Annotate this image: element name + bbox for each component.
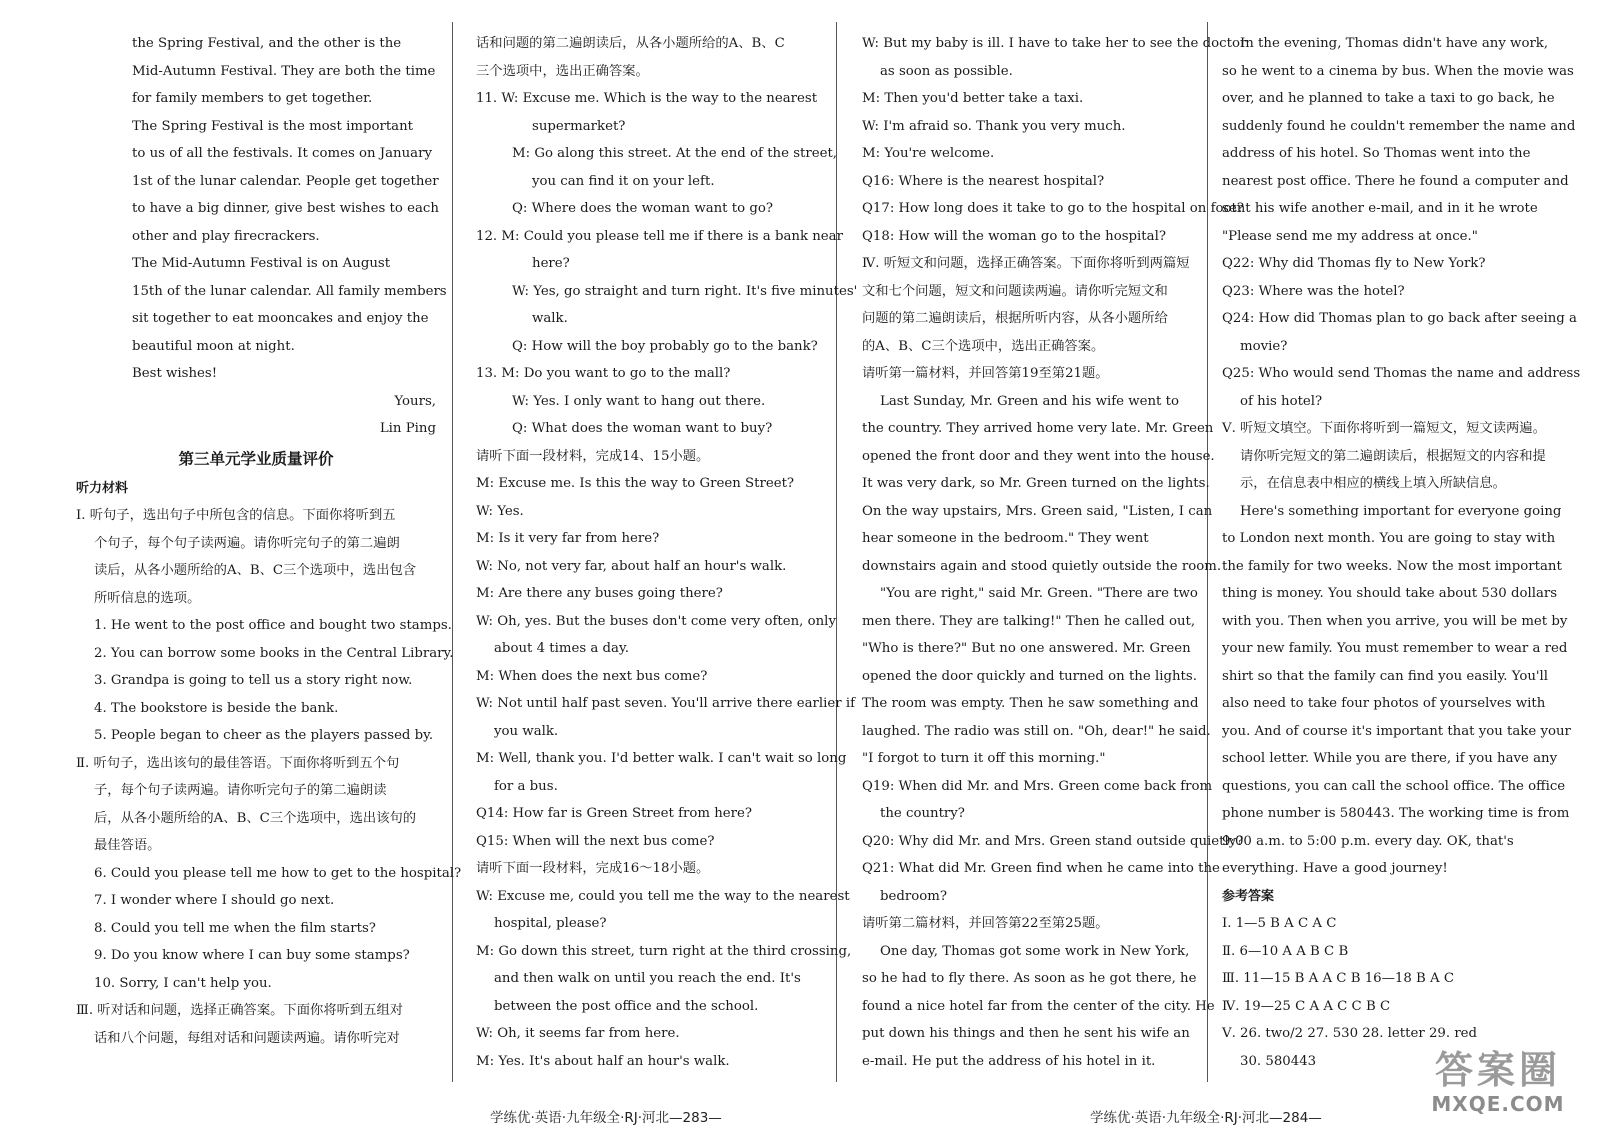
text-line: M: Go down this street, turn right at the third crossing, <box>476 943 852 959</box>
text-line: M: Well, thank you. I'd better walk. I can't wait so long <box>476 751 847 766</box>
text-line: 所听信息的选项。 <box>94 590 201 606</box>
text-line: 5. People began to cheer as the players passed by. <box>94 728 434 743</box>
column-divider-1 <box>452 22 453 1082</box>
text-line: sent his wife another e-mail, and in it he wrote <box>1222 201 1538 216</box>
text-line: 参考答案 <box>1222 888 1275 904</box>
page-footer-left: 学练优·英语·九年级全·RJ·河北—283— <box>490 1110 722 1126</box>
text-line: about 4 times a day. <box>494 641 629 656</box>
text-line: of his hotel? <box>1240 393 1323 409</box>
text-line: Q16: Where is the nearest hospital? <box>862 173 1105 189</box>
text-line: Ⅱ. 6—10 A A B C B <box>1222 943 1349 959</box>
text-line: walk. <box>532 311 568 326</box>
text-line: Q20: Why did Mr. and Mrs. Green stand outside quietly? <box>862 833 1244 849</box>
text-line: 的A、B、C三个选项中，选出正确答案。 <box>862 338 1105 354</box>
text-line: Q: What does the woman want to buy? <box>512 421 773 436</box>
text-column-2 <box>476 30 858 1075</box>
text-line: 30. 580443 <box>1240 1053 1317 1069</box>
text-line: Ⅰ. 1—5 B A C A C <box>1222 916 1337 931</box>
text-line: Q22: Why did Thomas fly to New York? <box>1222 256 1486 271</box>
text-line: also need to take four photos of yourselves with <box>1222 696 1546 711</box>
text-line: other and play firecrackers. <box>132 228 320 244</box>
text-line: to London next month. You are going to stay with <box>1222 531 1556 546</box>
text-line: the country? <box>880 806 965 821</box>
text-column-4 <box>1222 30 1584 1075</box>
text-line: Best wishes! <box>132 366 218 381</box>
text-line: suddenly found he couldn't remember the name and <box>1222 118 1576 134</box>
text-line: 13. M: Do you want to go to the mall? <box>476 366 731 381</box>
text-line: The Spring Festival is the most important <box>132 118 413 134</box>
text-line: 2. You can borrow some books in the Central Library. <box>94 645 454 661</box>
text-line: Yours, <box>394 393 436 409</box>
text-line: Q23: Where was the hotel? <box>1222 283 1405 299</box>
watermark-logo <box>1418 1048 1578 1126</box>
text-line: and then walk on until you reach the end. It's <box>494 971 801 986</box>
text-line: you walk. <box>494 723 559 739</box>
text-line: opened the front door and they went into the house. <box>862 448 1215 464</box>
watermark-url: MXQE.COM <box>1431 1092 1565 1116</box>
text-line: nearest post office. There he found a computer and <box>1222 173 1569 189</box>
text-line: The room was empty. Then he saw something and <box>862 696 1199 711</box>
text-line: supermarket? <box>532 118 626 134</box>
text-line: so he had to fly there. As soon as he got there, he <box>862 971 1197 986</box>
text-line: W: Not until half past seven. You'll arrive there earlier if <box>476 696 856 711</box>
text-line: 请听第二篇材料，并回答第22至第25题。 <box>862 916 1109 931</box>
text-line: everything. Have a good journey! <box>1222 861 1448 876</box>
text-line: M: Are there any buses going there? <box>476 586 723 601</box>
text-line: W: Oh, yes. But the buses don't come very often, only <box>476 613 836 629</box>
text-line: 请听下面一段材料，完成16～18小题。 <box>476 861 710 876</box>
text-line: 3. Grandpa is going to tell us a story right now. <box>94 673 413 688</box>
text-line: M: Go along this street. At the end of the street, <box>512 146 838 161</box>
text-line: Q15: When will the next bus come? <box>476 833 715 849</box>
text-line: thing is money. You should take about 530 dollars <box>1222 586 1558 601</box>
text-line: Ⅲ. 11—15 B A A C B 16—18 B A C <box>1222 971 1455 986</box>
text-line: M: Then you'd better take a taxi. <box>862 91 1084 106</box>
text-line: "You are right," said Mr. Green. "There are two <box>880 586 1198 601</box>
text-line: 三个选项中，选出正确答案。 <box>476 63 649 79</box>
text-line: for a bus. <box>494 778 558 794</box>
text-line: phone number is 580443. The working time is from <box>1222 806 1570 821</box>
text-line: "Please send me my address at once." <box>1222 228 1478 244</box>
text-line: as soon as possible. <box>880 63 1013 79</box>
text-line: questions, you can call the school office. The office <box>1222 778 1566 794</box>
text-line: 问题的第二遍朗读后，根据所听内容，从各小题所给 <box>862 311 1168 326</box>
text-column-3 <box>862 30 1247 1075</box>
text-line: 请听下面一段材料，完成14、15小题。 <box>476 448 710 464</box>
text-line: e-mail. He put the address of his hotel in it. <box>862 1053 1156 1069</box>
text-line: to have a big dinner, give best wishes to each <box>132 201 439 216</box>
text-line: 4. The bookstore is beside the bank. <box>94 700 339 716</box>
text-line: between the post office and the school. <box>494 998 759 1014</box>
text-line: W: Excuse me, could you tell me the way to the nearest <box>476 888 850 904</box>
text-line: 话和问题的第二遍朗读后，从各小题所给的A、B、C <box>476 36 785 51</box>
column-divider-3 <box>1207 22 1208 1082</box>
text-line: 后，从各小题所给的A、B、C三个选项中，选出该句的 <box>94 810 417 826</box>
text-line: Q14: How far is Green Street from here? <box>476 806 753 821</box>
text-line: Ⅲ. 听对话和问题，选择正确答案。下面你将听到五组对 <box>76 1003 404 1018</box>
text-line: Ⅱ. 听句子，选出该句的最佳答语。下面你将听到五个句 <box>76 755 400 771</box>
text-line: to us of all the festivals. It comes on January <box>132 146 432 161</box>
text-line: In the evening, Thomas didn't have any work, <box>1240 36 1549 51</box>
text-line: so he went to a cinema by bus. When the movie was <box>1222 63 1574 79</box>
text-line: M: Yes. It's about half an hour's walk. <box>476 1053 730 1069</box>
text-line: W: But my baby is ill. I have to take her to see the doctor <box>862 36 1247 51</box>
text-line: 话和八个问题，每组对话和问题读两遍。请你听完对 <box>94 1030 400 1046</box>
text-line: W: Oh, it seems far from here. <box>476 1026 680 1041</box>
text-line: 最佳答语。 <box>94 838 161 853</box>
text-line: W: No, not very far, about half an hour's walk. <box>476 558 787 574</box>
text-line: It was very dark, so Mr. Green turned on the lights. <box>862 476 1210 491</box>
text-line: Q: Where does the woman want to go? <box>512 201 773 216</box>
text-line: 示，在信息表中相应的横线上填入所缺信息。 <box>1240 476 1506 491</box>
text-line: beautiful moon at night. <box>132 338 295 354</box>
text-line: Q18: How will the woman go to the hospital? <box>862 228 1166 244</box>
text-line: laughed. The radio was still on. "Oh, dear!" he said. <box>862 723 1211 739</box>
text-line: W: Yes. I only want to hang out there. <box>512 393 766 409</box>
text-line: Ⅴ. 26. two/2 27. 530 28. letter 29. red <box>1222 1026 1478 1041</box>
text-line: address of his hotel. So Thomas went into the <box>1222 146 1531 161</box>
text-line: 6. Could you please tell me how to get to the hospital? <box>94 865 462 881</box>
text-line: with you. Then when you arrive, you will be met by <box>1222 613 1568 629</box>
text-line: your new family. You must remember to wear a red <box>1222 641 1568 656</box>
text-line: 15th of the lunar calendar. All family members <box>132 283 447 299</box>
text-line: M: Is it very far from here? <box>476 531 660 546</box>
text-line: 9. Do you know where I can buy some stamps? <box>94 948 410 963</box>
text-line: 子，每个句子读两遍。请你听完句子的第二遍朗读 <box>94 783 387 798</box>
text-line: downstairs again and stood quietly outside the room. <box>862 558 1222 574</box>
text-line: Last Sunday, Mr. Green and his wife went to <box>880 393 1179 409</box>
text-line: Q: How will the boy probably go to the bank? <box>512 338 818 354</box>
text-line: Q24: How did Thomas plan to go back after seeing a <box>1222 311 1577 326</box>
text-line: 8. Could you tell me when the film starts? <box>94 920 376 936</box>
text-line: The Mid-Autumn Festival is on August <box>132 256 391 271</box>
text-line: W: Yes, go straight and turn right. It's five minutes' <box>512 283 858 299</box>
text-line: Mid-Autumn Festival. They are both the time <box>132 63 436 79</box>
text-line: M: You're welcome. <box>862 146 995 161</box>
text-line: bedroom? <box>880 888 947 904</box>
text-line: the Spring Festival, and the other is the <box>132 36 402 51</box>
text-line: 文和七个问题，短文和问题读两遍。请你听完短文和 <box>862 283 1168 299</box>
text-line: M: When does the next bus come? <box>476 668 708 684</box>
text-line: Lin Ping <box>379 421 436 436</box>
text-line: W: I'm afraid so. Thank you very much. <box>862 118 1126 134</box>
text-line: opened the door quickly and turned on the lights. <box>862 668 1197 684</box>
text-line: shirt so that the family can find you easily. You'll <box>1222 668 1549 684</box>
text-line: put down his things and then he sent his wife an <box>862 1026 1190 1041</box>
text-line: Ⅴ. 听短文填空。下面你将听到一篇短文，短文读两遍。 <box>1222 421 1546 436</box>
text-line: 9:00 a.m. to 5:00 p.m. every day. OK, that's <box>1222 833 1514 849</box>
text-line: Q25: Who would send Thomas the name and address <box>1222 366 1581 381</box>
text-line: for family members to get together. <box>132 91 373 106</box>
text-line: One day, Thomas got some work in New York, <box>880 943 1190 959</box>
text-line: Ⅳ. 19—25 C A A C C B C <box>1222 998 1391 1014</box>
text-line: Ⅰ. 听句子，选出句子中所包含的信息。下面你将听到五 <box>76 508 396 523</box>
text-line: the country. They arrived home very late. Mr. Green <box>862 421 1214 436</box>
text-line: Here's something important for everyone going <box>1240 503 1562 519</box>
text-line: Q17: How long does it take to go to the hospital on foot? <box>862 201 1244 216</box>
text-line: 10. Sorry, I can't help you. <box>94 975 272 991</box>
text-line: 读后，从各小题所给的A、B、C三个选项中，选出包含 <box>94 563 417 578</box>
column-divider-2 <box>836 22 837 1082</box>
text-line: hospital, please? <box>494 916 607 931</box>
watermark-title: 答案圈 <box>1434 1048 1561 1092</box>
text-line: hear someone in the bedroom." They went <box>862 531 1149 546</box>
text-line: Q21: What did Mr. Green find when he came into the <box>862 861 1220 876</box>
text-line: over, and he planned to take a taxi to go back, he <box>1222 91 1555 106</box>
text-line: 7. I wonder where I should go next. <box>94 893 335 908</box>
text-line: men there. They are talking!" Then he called out, <box>862 613 1196 629</box>
text-line: 听力材料 <box>76 480 129 496</box>
text-line: On the way upstairs, Mrs. Green said, "Listen, I can <box>862 503 1213 519</box>
text-line: you can find it on your left. <box>532 173 715 189</box>
text-line: 1st of the lunar calendar. People get together <box>132 173 439 189</box>
text-line: 11. W: Excuse me. Which is the way to the nearest <box>476 91 818 106</box>
text-line: found a nice hotel far from the center of the city. He <box>862 998 1215 1014</box>
text-line: 个句子，每个句子读两遍。请你听完句子的第二遍朗 <box>94 535 400 551</box>
text-line: Ⅳ. 听短文和问题，选择正确答案。下面你将听到两篇短 <box>862 256 1190 271</box>
text-line: "I forgot to turn it off this morning." <box>862 751 1106 766</box>
text-line: the family for two weeks. Now the most important <box>1222 558 1562 574</box>
text-line: Q19: When did Mr. and Mrs. Green come back from <box>862 778 1213 794</box>
text-line: 请你听完短文的第二遍朗读后，根据短文的内容和提 <box>1240 448 1546 464</box>
text-line: sit together to eat mooncakes and enjoy the <box>132 311 429 326</box>
text-line: "Who is there?" But no one answered. Mr. Green <box>862 641 1191 656</box>
text-line: 第三单元学业质量评价 <box>178 449 334 468</box>
text-line: 1. He went to the post office and bought two stamps. <box>94 618 452 633</box>
text-line: here? <box>532 256 570 271</box>
text-line: you. And of course it's important that you take your <box>1222 723 1571 739</box>
text-line: movie? <box>1240 338 1288 354</box>
text-line: M: Excuse me. Is this the way to Green Street? <box>476 476 795 491</box>
text-line: school letter. While you are there, if you have any <box>1222 751 1558 766</box>
page-footer-right: 学练优·英语·九年级全·RJ·河北—284— <box>1090 1110 1322 1126</box>
text-line: W: Yes. <box>476 503 524 519</box>
text-line: 12. M: Could you please tell me if there is a bank near <box>476 228 843 244</box>
text-column-1 <box>76 30 462 1052</box>
text-line: 请听第一篇材料，并回答第19至第21题。 <box>862 366 1109 381</box>
